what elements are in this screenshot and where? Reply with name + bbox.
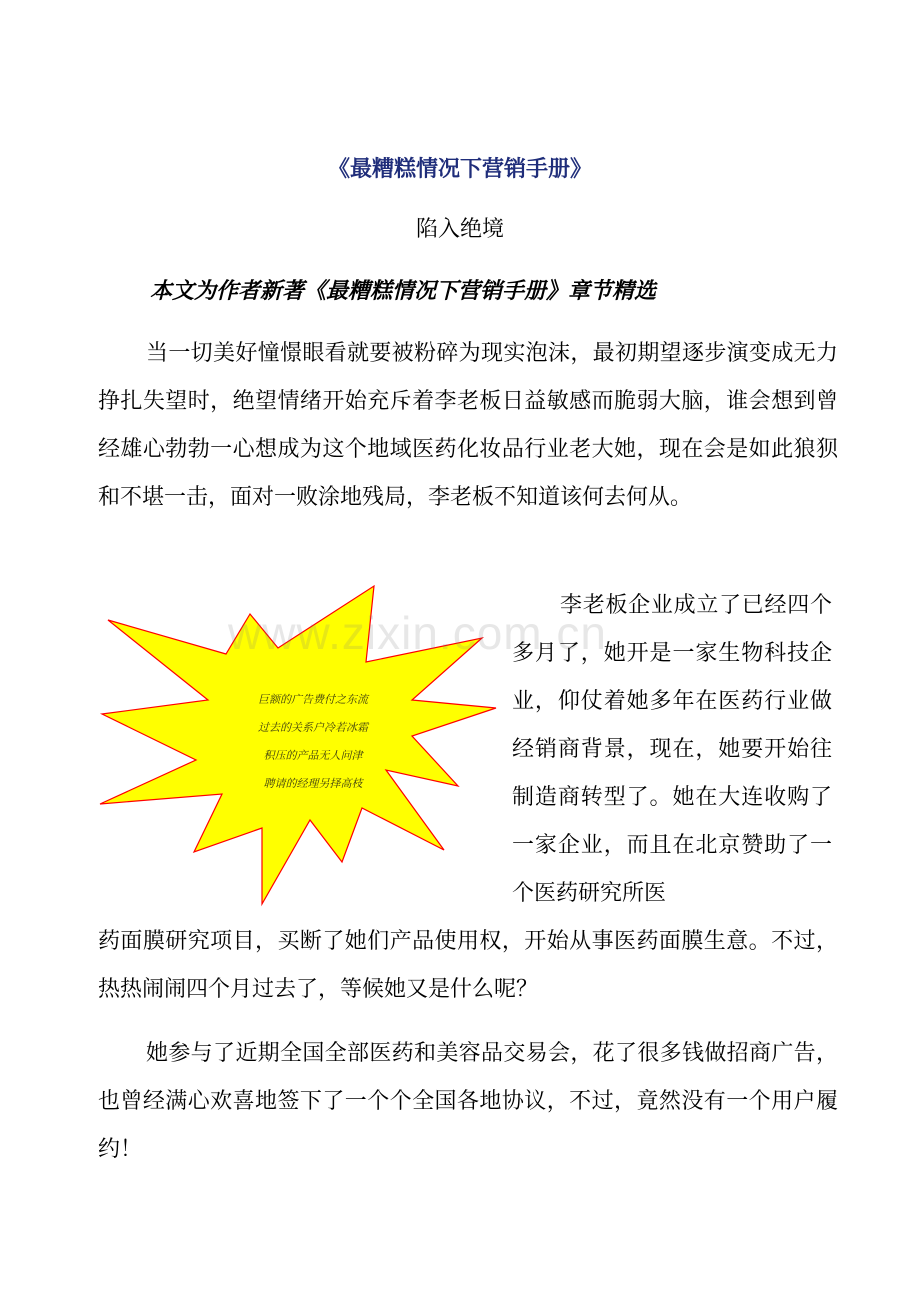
starburst-line: 过去的关系户冷若冰霜 bbox=[258, 721, 368, 734]
document-title: 《最糟糕情况下营销手册》 bbox=[327, 157, 592, 182]
starburst-line: 聘请的经理另择高枝 bbox=[263, 777, 363, 790]
starburst-text bbox=[228, 686, 398, 798]
paragraph-2-bottom: 药面膜研究项目，买断了她们产品使用权，开始从事医药面膜生意。不过，热热闹闹四个月过去了，等候她又是什么呢？ bbox=[98, 929, 838, 1002]
paragraph-3: 她参与了近期全国全部医药和美容品交易会，花了很多钱做招商广告，也曾经满心欢喜地签下了一个个全国各地协议，不过，竟然没有一个用户履约！ bbox=[98, 1041, 838, 1162]
paragraph-1: 当一切美好憧憬眼看就要被粉碎为现实泡沫，最初期望逐步演变成无力挣扎失望时，绝望情绪开始充斥着李老板日益敏感而脆弱大脑，谁会想到曾经雄心勃勃一心想成为这个地域医药化妆品行业老大她，现在会是如此狼狈和不堪一击，面对一败涂地残局，李老板不知道该何去何从。 bbox=[98, 341, 838, 510]
paragraph-2-top: 李老板企业成立了已经四个多月了，她开是一家生物科技企业，仰仗着她多年在医药行业做经销商背景，现在，她要开始往制造商转型了。她在大连收购了一家企业，而且在北京赞助了一个医药研究所医 bbox=[512, 593, 832, 906]
starburst-line: 积压的产品无人问津 bbox=[263, 749, 363, 762]
chapter-subtitle: 陷入绝境 bbox=[415, 217, 504, 242]
excerpt-note: 本文为作者新著《最糟糕情况下营销手册》章节精选 bbox=[150, 279, 657, 304]
starburst-line: 巨额的广告费付之东流 bbox=[258, 693, 368, 706]
watermark: www.zixin.com.cn bbox=[228, 607, 607, 659]
